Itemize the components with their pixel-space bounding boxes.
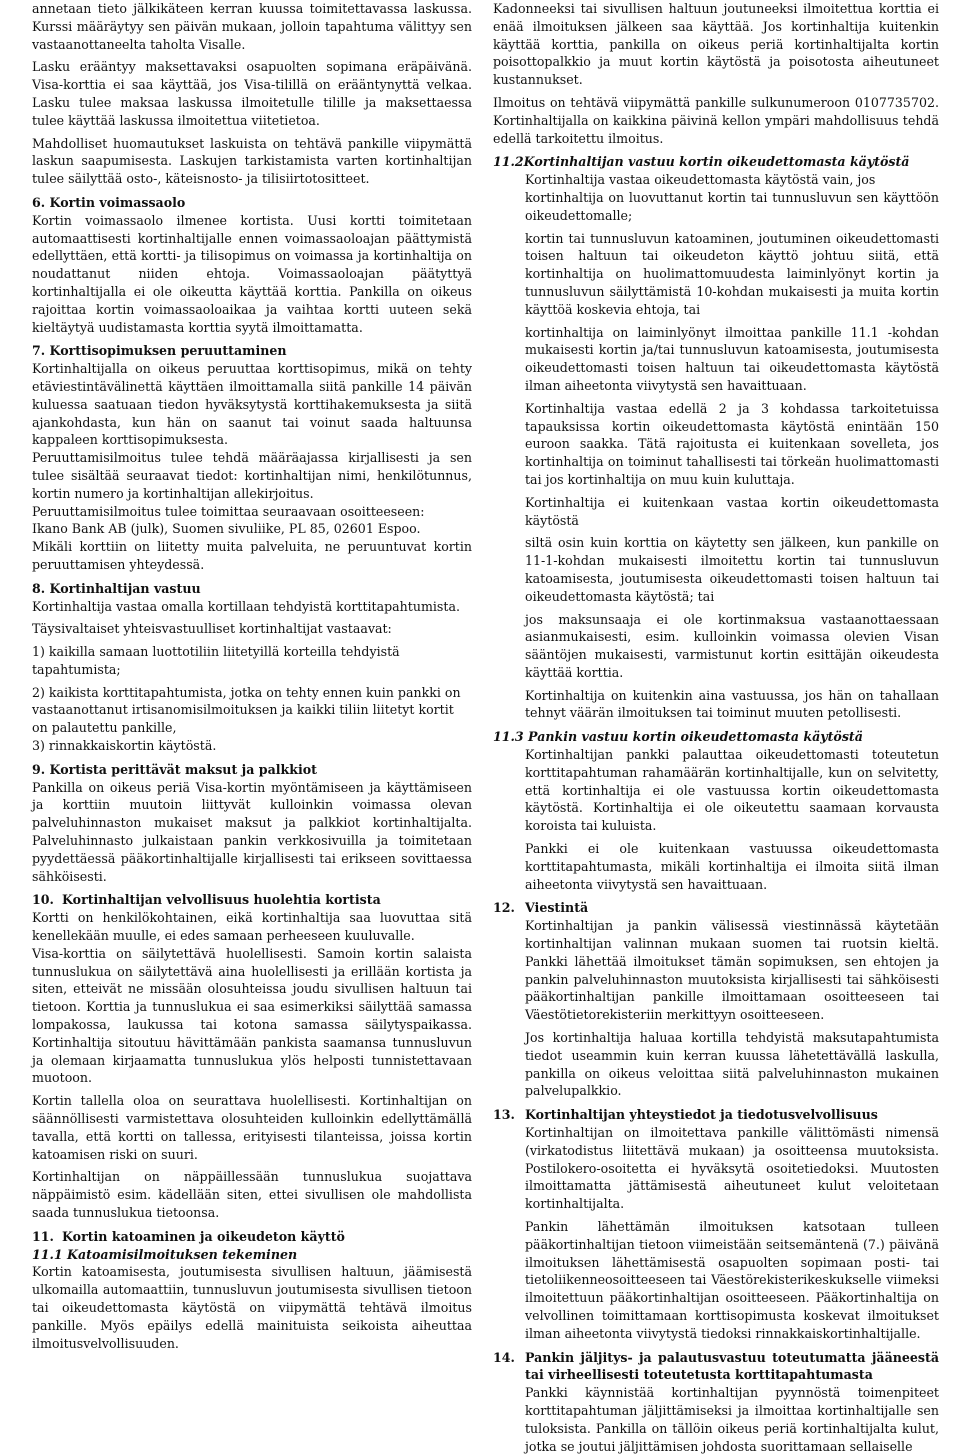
- paragraph: Kortinhaltija vastaa oikeudettomasta käytöstä vain, jos: [525, 172, 876, 188]
- paragraph: Kortinhaltija vastaa omalla kortillaan tehdyistä korttitapahtumista.: [32, 598, 460, 614]
- section-heading-11: [32, 1228, 472, 1246]
- list-item: kortinhaltija on laiminlyönyt ilmoittaa pankille 11.1 -kohdan mukaisesti kortin ja/tai tunnusluvun katoamisesta, joutumisesta oikeudettomasti toisen haltuun tai oikeudettomasta käytöstä ilman aiheetonta viivytystä sen havaittuaan.: [525, 324, 939, 393]
- address: Ikano Bank AB (julk), Suomen sivuliike, PL 85, 02601 Espoo.: [32, 521, 421, 537]
- paragraph: Kortinhaltijalla on oikeus peruuttaa korttisopimus, mikä on tehty etäviestintävälinettä käyttäen ilmoittamalla siitä pankille 14 päivän kuluessa saatuaan tiedon hyväksytystä korttihakemuksesta ja siitä ajankohdasta, kun hän on saanut tai voinut saada haltuunsa kappaleen korttisopimuksesta.: [32, 361, 472, 448]
- section-heading-9: 9. Kortista perittävät maksut ja palkkiot: [32, 761, 317, 777]
- paragraph: Peruuttamisilmoitus tulee toimittaa seuraavaan osoitteeseen:: [32, 503, 425, 519]
- paragraph: Kortinhaltijan ja pankin välisessä viestinnässä käytetään kortinhaltijan valinnan mukaan suomen tai ruotsin kieltä. Pankki lähettää ilmoitukset tämän sopimuksen, sen ehtojen ja pankin palveluhinnaston muutoksista kirjallisesti tai sähköisesti pääkortinhaltijan pankille ilmoittamaan osoitteeseen tai Väestötietorekisteriin merkittyyn osoitteeseen.: [525, 918, 939, 1023]
- left-column: [32, 0, 472, 1352]
- section-title: Viestintä: [525, 900, 589, 916]
- section-heading-8: 8. Kortinhaltijan vastuu: [32, 580, 201, 596]
- paragraph: annetaan tieto jälkikäteen kerran kuussa toimitettavassa laskussa. Kurssi määräytyy sen päivän mukaan, jolloin tapahtuma välittyy sen vastaanottaneelta taholta Visalle.: [32, 1, 472, 52]
- paragraph: Mikäli korttiin on liitetty muita palveluita, ne peruuntuvat kortin peruuttamisen yhteydessä.: [32, 539, 472, 572]
- list-item: 1) kaikilla samaan luottotiliin liitetyillä korteilla tehdyistä tapahtumista;: [32, 644, 400, 677]
- paragraph: Täysivaltaiset yhteisvastuulliset kortinhaltijat vastaavat:: [32, 621, 392, 637]
- paragraph: Kortinhaltija vastaa edellä 2 ja 3 kohdassa tarkoitetuissa tapauksissa kortin oikeudettomasta käytöstä enintään 150 euroon saakka. Tätä rajoitusta ei kuitenkaan sovelleta, jos kortinhaltija on toiminut tahallisesti tai törkeän huolimattomasti tai jos kortinhaltija on muu kuin kuluttaja.: [525, 400, 939, 487]
- paragraph: Kortin katoamisesta, joutumisesta sivullisen haltuun, jäämisestä ulkomailla automaattiin, tunnusluvun joutumisesta sivullisen tietoon tai oikeudettomasta käytöstä on viipymättä tehtävä ilmoitus pankille. Myös epäilys edellä mainituista seikoista aiheuttaa ilmoitusvelvollisuuden.: [32, 1264, 472, 1351]
- paragraph: Kadonneeksi tai sivullisen haltuun joutuneeksi ilmoitettua korttia ei enää ilmoituksen jälkeen saa käyttää. Jos kortinhaltija kuitenkin käyttää korttia, pankilla on oikeus periä kortinhaltijalta kortin poisottopalkkio ja muut kortin käytöstä ja poisotosta aiheutuneet kustannukset.: [493, 1, 939, 88]
- paragraph: Ilmoitus on tehtävä viipymättä pankille sulkunumeroon 0107735702. Kortinhaltijalla on kaikkina päivinä kellon ympäri mahdollisuus tehdä edellä tarkoitettu ilmoitus.: [493, 94, 939, 146]
- list-item: jos maksunsaaja ei ole kortinmaksua vastaanottaessaan asianmukaisesti, esim. kulloinkin voimassa olevien Visan sääntöjen mukaisesti, varmistunut kortin esittäjän oikeudesta käyttää korttia.: [525, 611, 939, 680]
- section-heading-10: [32, 891, 472, 909]
- paragraph: Pankilla on oikeus periä Visa-kortin myöntämiseen ja käyttämiseen ja korttiin muutoin liittyvät kulloinkin voimassa olevan palveluhinnaston mukaiset maksut ja palkkiot kortinhaltijalta. Palveluhinnasto julkaistaan pankin verkkosivuilla ja toimitetaan pyydettäessä pääkortinhaltijalle kirjallisesti tai erikseen sovittaessa sähköisesti.: [32, 779, 472, 884]
- section-number: 11.: [32, 1228, 54, 1244]
- paragraph: Kortti on henkilökohtainen, eikä kortinhaltija saa luovuttaa sitä kenellekään muulle, ei edes samaan perheeseen kuuluvalle.: [32, 910, 472, 944]
- subsection-heading-11-1: 11.1 Katoamisilmoituksen tekeminen: [32, 1246, 298, 1262]
- paragraph: Kortin tallella oloa on seurattava huolellisesti. Kortinhaltijan on säännöllisesti varmistettava olosuhteiden kulloinkin edellyttämällä tavalla, että kortti on tallessa, erityisesti tilanteissa, joissa kortin katoamisen riski on suuri.: [32, 1093, 472, 1162]
- paragraph: Kortinhaltijan on ilmoitettava pankille välittömästi nimensä (virkatodistus liitettävä mukaan) ja osoitteensa muutoksista. Postilokero-osoitetta ei hyväksytä osoitetiedoksi. Muutosten ilmoittamatta jättämisestä aiheutuneet kulut veloitetaan kortinhaltijalta.: [525, 1125, 939, 1212]
- section-heading-12: [493, 899, 939, 917]
- section-title: Pankin jäljitys- ja palautusvastuu toteutumatta jääneestä tai virheellisesti toteutetusta korttitapahtumasta: [525, 1349, 939, 1383]
- subsection-heading-11-3: 11.3 Pankin vastuu kortin oikeudettomasta käytöstä: [493, 729, 863, 745]
- section-number: 14.: [493, 1349, 515, 1365]
- section-title: Kortin katoaminen ja oikeudeton käyttö: [62, 1228, 345, 1244]
- section-number: 13.: [493, 1107, 515, 1123]
- paragraph: Kortinhaltija ei kuitenkaan vastaa kortin oikeudettomasta käytöstä: [525, 494, 939, 528]
- paragraph: Kortin voimassaolo ilmenee kortista. Uusi kortti toimitetaan automaattisesti kortinhaltijalle ennen voimassaoloajan päättymistä edellyttäen, että kortti- ja tilisopimus on voimassa ja kortinhaltija on noudattanut niiden ehtoja. Voimassaoloajan päätyttyä kortinhaltijalla ei ole oikeutta käyttää korttia. Pankilla on oikeus rajoittaa kortin voimassaoloaikaa ja vaihtaa kortti uuteen sekä kieltäytyä uudistamasta korttia syytä ilmoittamatta.: [32, 212, 472, 335]
- section-number: 10.: [32, 892, 54, 908]
- section-title: Kortinhaltijan yhteystiedot ja tiedotusvelvollisuus: [525, 1107, 878, 1123]
- paragraph: Kortinhaltijan on näppäillessään tunnuslukua suojattava näppäimistö esim. kädellään siten, ettei sivullisen ole mahdollista saada tunnuslukua tietoonsa.: [32, 1169, 472, 1220]
- paragraph: Kortinhaltijan pankki palauttaa oikeudettomasti toteutetun korttitapahtuman rahamäärän kortinhaltijalle, kun on selvitetty, että kortinhaltija ei ole vastuussa kortin oikeudettomasta käytöstä. Kortinhaltija ei ole oikeutettu saamaan korvausta koroista tai kuluista.: [525, 747, 939, 834]
- list-item: kortinhaltija on luovuttanut kortin tai tunnusluvun sen käyttöön oikeudettomalle;: [525, 189, 939, 223]
- paragraph: Pankki käynnistää kortinhaltijan pyynnöstä toimenpiteet korttitapahtuman jäljittämiseksi ja ilmoittaa kortinhaltijalle sen tuloksista. Pankilla on tällöin oikeus periä kortinhaltijalta kulut, jotka se joutui jäljittämisen johdosta suorittamaan sellaiselle: [525, 1385, 939, 1454]
- paragraph: Pankin lähettämän ilmoituksen katsotaan tulleen pääkortinhaltijan tietoon viimeistään seitsemäntenä (7.) päivänä ilmoituksen lähettämisestä osapuolten sopimaan posti- tai tietoliikenneosoitteeseen tai Väestörekisterikeskukselle viimeksi ilmoitettuun pääkortinhaltijan osoitteeseen. Pääkortinhaltija on velvollinen toimittamaan korttisopimusta koskevat ilmoitukset ilman aiheetonta viivytystä tiedoksi rinnakkaiskortinhaltijalle.: [525, 1219, 939, 1341]
- section-heading-6: 6. Kortin voimassaolo: [32, 194, 186, 210]
- paragraph: Mahdolliset huomautukset laskuista on tehtävä pankille viipymättä laskun saapumisesta. Laskujen tarkistamista varten kortinhaltijan tulee säilyttää osto-, käteisnosto- ja tilisiirtotositteet.: [32, 135, 472, 187]
- list-item: kortin tai tunnusluvun katoaminen, joutuminen oikeudettomasti toisen haltuun tai oikeudeton käyttö johtuu siitä, että kortinhaltija on huolimattomuudesta laiminlyönyt kortin ja tunnusluvun säilyttämistä 10-kohdan mukaisesti ja muita kortin käyttöä koskevia ehtoja, tai: [525, 230, 939, 317]
- paragraph: Peruuttamisilmoitus tulee tehdä määräajassa kirjallisesti ja sen tulee sisältää seuraavat tiedot: kortinhaltijan nimi, henkilötunnus, kortin numero ja kortinhaltijan allekirjoitus.: [32, 450, 472, 501]
- section-heading-7: 7. Korttisopimuksen peruuttaminen: [32, 343, 287, 359]
- paragraph: Lasku erääntyy maksettavaksi osapuolten sopimana eräpäivänä. Visa-korttia ei saa käyttää, jos Visa-tilillä on erääntynyttä velkaa. Lasku tulee maksaa laskussa ilmoitetulle tilille ja maksettaessa tulee käyttää laskussa ilmoitettua viitetietoa.: [32, 59, 472, 128]
- paragraph: Visa-korttia on säilytettävä huolellisesti. Samoin kortin salaista tunnuslukua on säilytettävä aina huolellisesti ja erillään kortista ja siten, etteivät ne missään olosuhteissa joudu sivullisen haltuun tai tietoon. Korttia ja tunnuslukua ei saa esimerkiksi säilyttää samassa lompakossa, laukussa tai kotona samassa säilytyspaikassa. Kortinhaltija sitoutuu hävittämään pankista saamansa tunnusluvun ja olemaan kirjaamatta tunnuslukua ylös helposti tunnistettavaan muotoon.: [32, 945, 472, 1086]
- list-item: 3) rinnakkaiskortin käytöstä.: [32, 738, 217, 754]
- paragraph: Kortinhaltija on kuitenkin aina vastuussa, jos hän on tahallaan tehnyt väärän ilmoituksen tai toiminut muuten petollisesti.: [525, 687, 939, 721]
- list-item: 2) kaikista korttitapahtumista, jotka on tehty ennen kuin pankki on vastaanottanut irtisanomisilmoituksen ja kaikki tiliin liitetyt kortit on palautettu pankille,: [32, 684, 461, 736]
- paragraph: Pankki ei ole kuitenkaan vastuussa oikeudettomasta korttitapahtumasta, mikäli kortinhaltija ei ilmoita siitä ilman aiheetonta viivytystä sen havaittuaan.: [525, 841, 939, 892]
- paragraph: Jos kortinhaltija haluaa kortilla tehdyistä maksutapahtumista tiedot useammin kuin kerran kuussa lähetettävällä laskulla, pankilla on oikeus veloittaa siitä palveluhinnaston mukainen palvelupalkkio.: [525, 1030, 939, 1099]
- section-title: Kortinhaltijan velvollisuus huolehtia kortista: [62, 892, 381, 908]
- right-column: [493, 0, 939, 1455]
- list-item: siltä osin kuin korttia on käytetty sen jälkeen, kun pankille on 11-1-kohdan mukaisesti ilmoitettu kortin tai tunnusluvun katoamisesta, joutumisesta oikeudettomasti toisen haltuun tai oikeudettomasta käytöstä; tai: [525, 535, 939, 604]
- section-heading-13: [493, 1106, 939, 1124]
- section-number: 12.: [493, 900, 515, 916]
- section-heading-14: [493, 1349, 939, 1385]
- subsection-heading-11-2: 11.2Kortinhaltijan vastuu kortin oikeudettomasta käytöstä: [493, 154, 910, 170]
